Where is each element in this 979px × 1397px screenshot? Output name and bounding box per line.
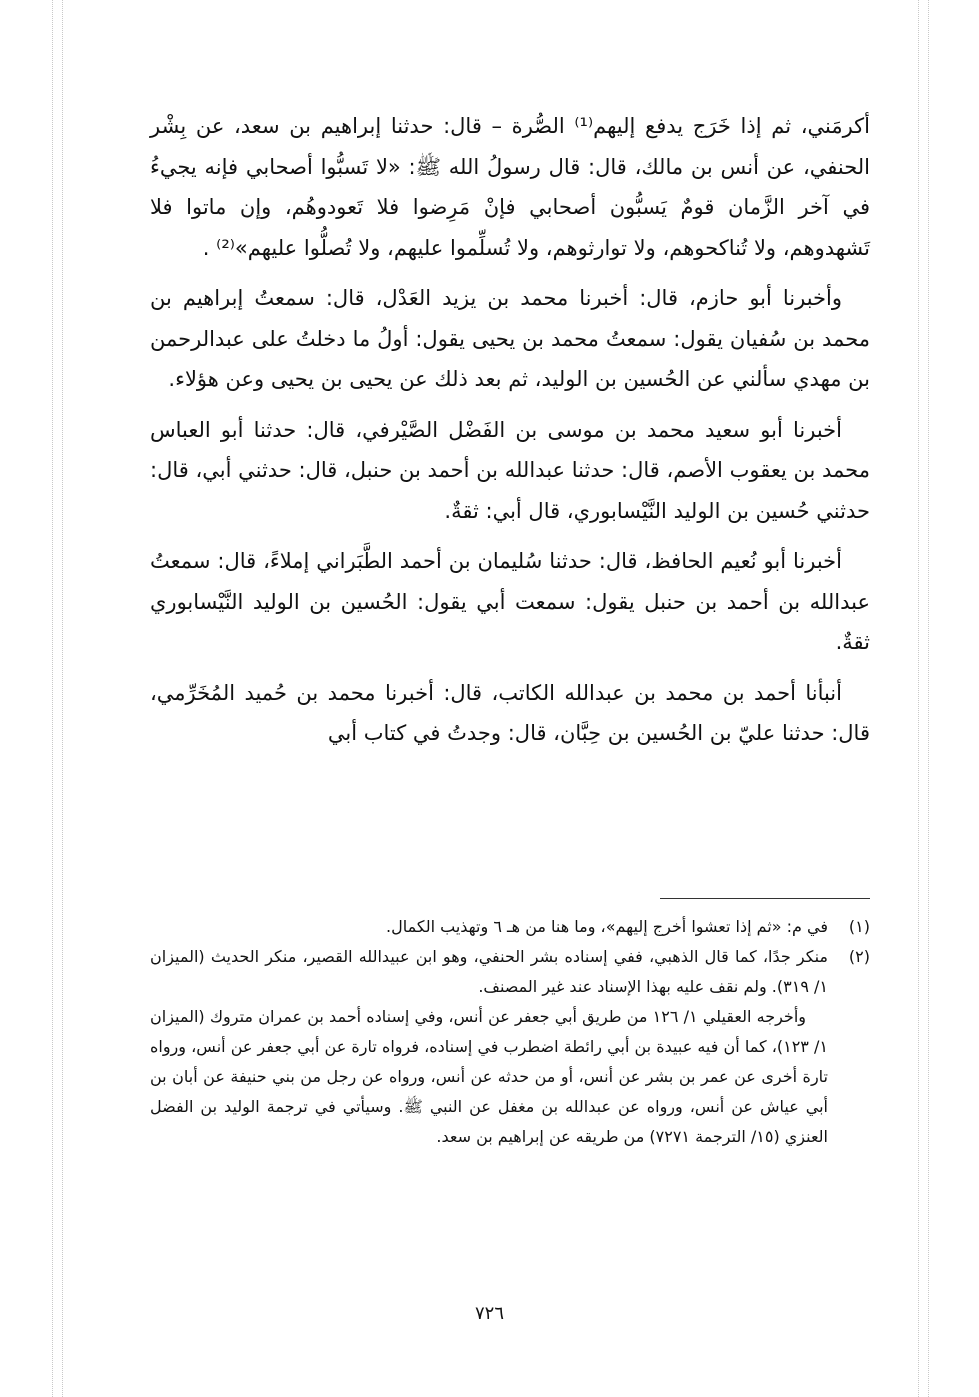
footnote-text: منكر جدًا، كما قال الذهبي، ففي إسناده بشر الحنفي، وهو ابن عبيدالله القصير، منكر الحديث (الميزان ١/ ٣١٩). ولم نقف عليه بهذا الإسناد عند غير المصنف. bbox=[150, 947, 828, 996]
footnote-1 bbox=[150, 912, 870, 942]
left-margin-dots-2 bbox=[62, 0, 63, 1397]
main-text bbox=[150, 106, 870, 764]
footnote-number: (٢) bbox=[848, 947, 870, 966]
paragraph-abu-hazim: وأخبرنا أبو حازم، قال: أخبرنا محمد بن يزيد العَدْل، قال: سمعتُ إبراهيم بن محمد بن سُفيان يقول: سمعتُ محمد بن يحيى يقول: أولُ ما دخلتُ على عبدالرحمن بن مهدي سألني عن الحُسين بن الوليد، ثم بعد ذلك عن يحيى بن يحيى وعن هؤلاء. bbox=[150, 286, 870, 391]
footnotes bbox=[150, 912, 870, 1152]
footnote-separator bbox=[660, 898, 870, 899]
page-number: ٧٢٦ bbox=[474, 1303, 504, 1324]
footnote-text: في م: «ثم إذا تعشوا أخرج إليهم»، وما هنا من هـ ٦ وتهذيب الكمال. bbox=[386, 917, 828, 936]
left-margin-dots bbox=[52, 0, 53, 1397]
paragraph-hadith: أكرمَني، ثم إذا خَرَج يدفع إليهم⁽¹⁾ الصُّرة – قال: حدثنا إبراهيم بن سعد، عن بِشْر الحنفي، عن أنس بن مالك، قال: قال رسولُ الله ﷺ: «لا تَسبُّوا أصحابي فإنه يجيءُ في آخر الزَّمان قومٌ يَسبُّون أصحابي فإنْ مَرِضوا فلا تَعودوهُم، وإن ماتوا فلا تَشهدوهم، ولا تُناكحوهم، ولا توارثوهم، ولا تُسلِّموا عليهم، ولا تُصلُّوا عليهم»⁽²⁾ . bbox=[150, 114, 871, 260]
paragraph-abu-nuaim: أخبرنا أبو نُعيم الحافظ، قال: حدثنا سُليمان بن أحمد الطَّبَراني إملاءً، قال: سمعتُ عبدالله بن أحمد بن حنبل يقول: سمعت أبي يقول: الحُسين بن الوليد النَّيْسابوري ثقةٌ. bbox=[150, 549, 870, 654]
paragraph-anbaana: أنبأنا أحمد بن محمد بن عبدالله الكاتب، قال: أخبرنا محمد بن حُميد المُخَرِّمي، قال: حدثنا عليّ بن الحُسين بن حِبَّان، قال: وجدتُ في كتاب أبي bbox=[150, 680, 870, 745]
footnote-number: (١) bbox=[848, 917, 870, 936]
right-margin-dots-2 bbox=[928, 0, 929, 1397]
footnote-2 bbox=[150, 942, 870, 1152]
right-margin-dots bbox=[918, 0, 919, 1397]
footnote-text-continued: وأخرجه العقيلي ١/ ١٢٦ من طريق أبي جعفر عن أنس، وفي إسناده أحمد بن عمران متروك (الميزان ١/ ١٢٣)، كما أن فيه عبيدة بن أبي رائطة اضطرب في إسناده، فرواه تارة عن أبي جعفر عن أنس، ورواه تارة أخرى عن عمر بن بشر عن أنس، أو من حدثه عن أنس، ورواه عن رجل من بني حنيفة عن أبان بن أبي عياش عن أنس، ورواه عن عبدالله بن مغفل عن النبي ﷺ. وسيأتي في ترجمة الوليد بن الفضل العنزي (١٥/ الترجمة ٧٢٧١) من طريقه عن إبراهيم بن سعد. bbox=[150, 1007, 828, 1146]
paragraph-abu-said: أخبرنا أبو سعيد محمد بن موسى بن الفَضْل الصَّيْرفي، قال: حدثنا أبو العباس محمد بن يعقوب الأصم، قال: حدثنا عبدالله بن أحمد بن حنبل، قال: حدثني أبي، قال: حدثني حُسين بن الوليد النَّيْسابوري، قال أبي: ثقةٌ. bbox=[150, 417, 870, 523]
